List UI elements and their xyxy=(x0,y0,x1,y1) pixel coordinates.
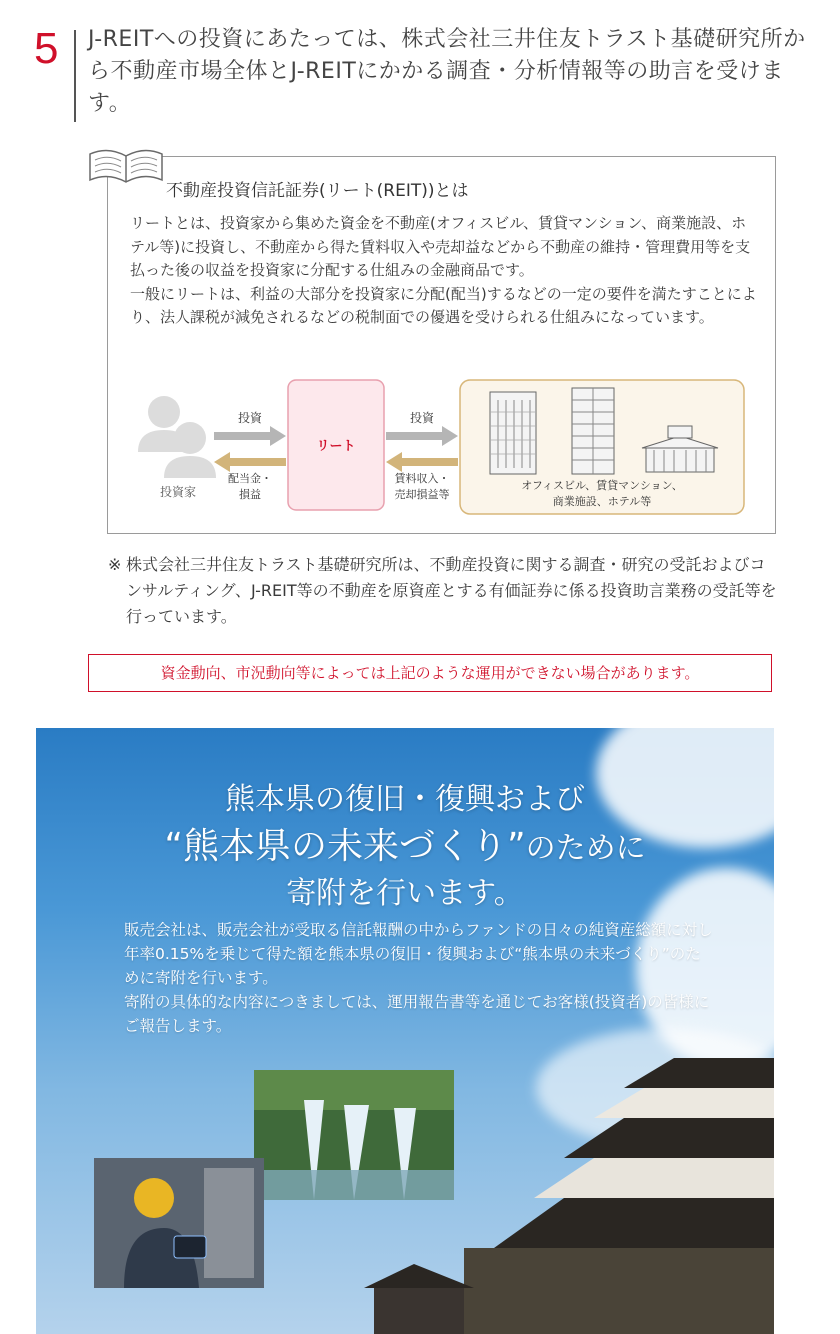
invest-label-2: 投資 xyxy=(409,411,435,425)
banner-paragraph-2: 寄附の具体的な内容につきましては、運用報告書等を通じてお客様(投資者)の皆様にご報告します。 xyxy=(124,993,710,1035)
donation-banner xyxy=(36,728,774,1334)
property-label-2: 商業施設、ホテル等 xyxy=(552,495,652,508)
banner-heading-2-main: “熊本県の未来づくり” xyxy=(164,826,526,867)
footnote-mark: ※ xyxy=(108,555,122,574)
investor-label: 投資家 xyxy=(159,485,197,499)
reit-paragraph-1: リートとは、投資家から集めた資金を不動産(オフィスビル、賃貸マンション、商業施設、ホテル等)に投資し、不動産から得た賃料収入や売却益などから不動産の維持・管理費用等を支払った後の収益を投資家に分配する仕組みの金融商品です。 xyxy=(130,214,751,279)
reit-paragraph-2: 一般にリートは、利益の大部分を投資家に分配(配当)するなどの一定の要件を満たすことにより、法人課税が減免されるなどの税制面での優遇を受けられる仕組みになっています。 xyxy=(130,284,757,326)
income-label-1: 賃料収入・ xyxy=(394,472,450,485)
dividend-arrow xyxy=(214,452,286,472)
banner-heading-2 xyxy=(36,818,774,869)
open-book-icon xyxy=(86,140,166,190)
income-arrow xyxy=(386,452,458,472)
reit-flow-diagram xyxy=(120,372,760,522)
reit-box-title: 不動産投資信託証券(リート(REIT))とは xyxy=(166,181,469,201)
property-label-1: オフィスビル、賃貸マンション、 xyxy=(521,479,683,492)
banner-heading-3: 寄附を行います。 xyxy=(286,876,524,911)
footnote-text: 株式会社三井住友トラスト基礎研究所は、不動産投資に関する調査・研究の受託およびコンサルティング、J-REIT等の不動産を原資産とする有価証券に係る投資助言業務の受託等を行っています。 xyxy=(126,555,777,626)
reit-box-body xyxy=(130,212,760,330)
worker-photo xyxy=(94,1158,264,1288)
banner-heading-1: 熊本県の復旧・復興および xyxy=(225,782,585,817)
dividend-label-1: 配当金・ xyxy=(228,472,272,485)
section-title: J-REITへの投資にあたっては、株式会社三井住友トラスト基礎研究所から不動産市場全体とJ-REITにかかる調査・分析情報等の助言を受けます。 xyxy=(88,27,806,116)
apartment-icon xyxy=(572,388,614,474)
section-number: 5 xyxy=(34,24,59,73)
banner-body xyxy=(124,918,714,1038)
risk-warning: 資金動向、市況動向等によっては上記のような運用ができない場合があります。 xyxy=(88,654,772,692)
footnote xyxy=(108,552,780,630)
banner-heading-2-tail: のために xyxy=(525,831,646,866)
section-divider xyxy=(74,30,76,122)
investor-icon xyxy=(138,396,216,478)
reit-node-label: リート xyxy=(316,439,356,454)
invest-arrow-2 xyxy=(386,426,458,446)
dividend-label-2: 損益 xyxy=(239,488,261,501)
invest-arrow-1 xyxy=(214,426,286,446)
office-building-icon xyxy=(490,392,536,474)
income-label-2: 売却損益等 xyxy=(394,488,450,501)
invest-label-1: 投資 xyxy=(237,411,263,425)
banner-paragraph-1: 販売会社は、販売会社が受取る信託報酬の中からファンドの日々の純資産総額に対し年率0.15%を乗じて得た額を熊本県の復旧・復興および“熊本県の未来づくり”のために寄附を行います。 xyxy=(124,921,713,987)
kumamoto-castle-photo xyxy=(334,1038,774,1334)
